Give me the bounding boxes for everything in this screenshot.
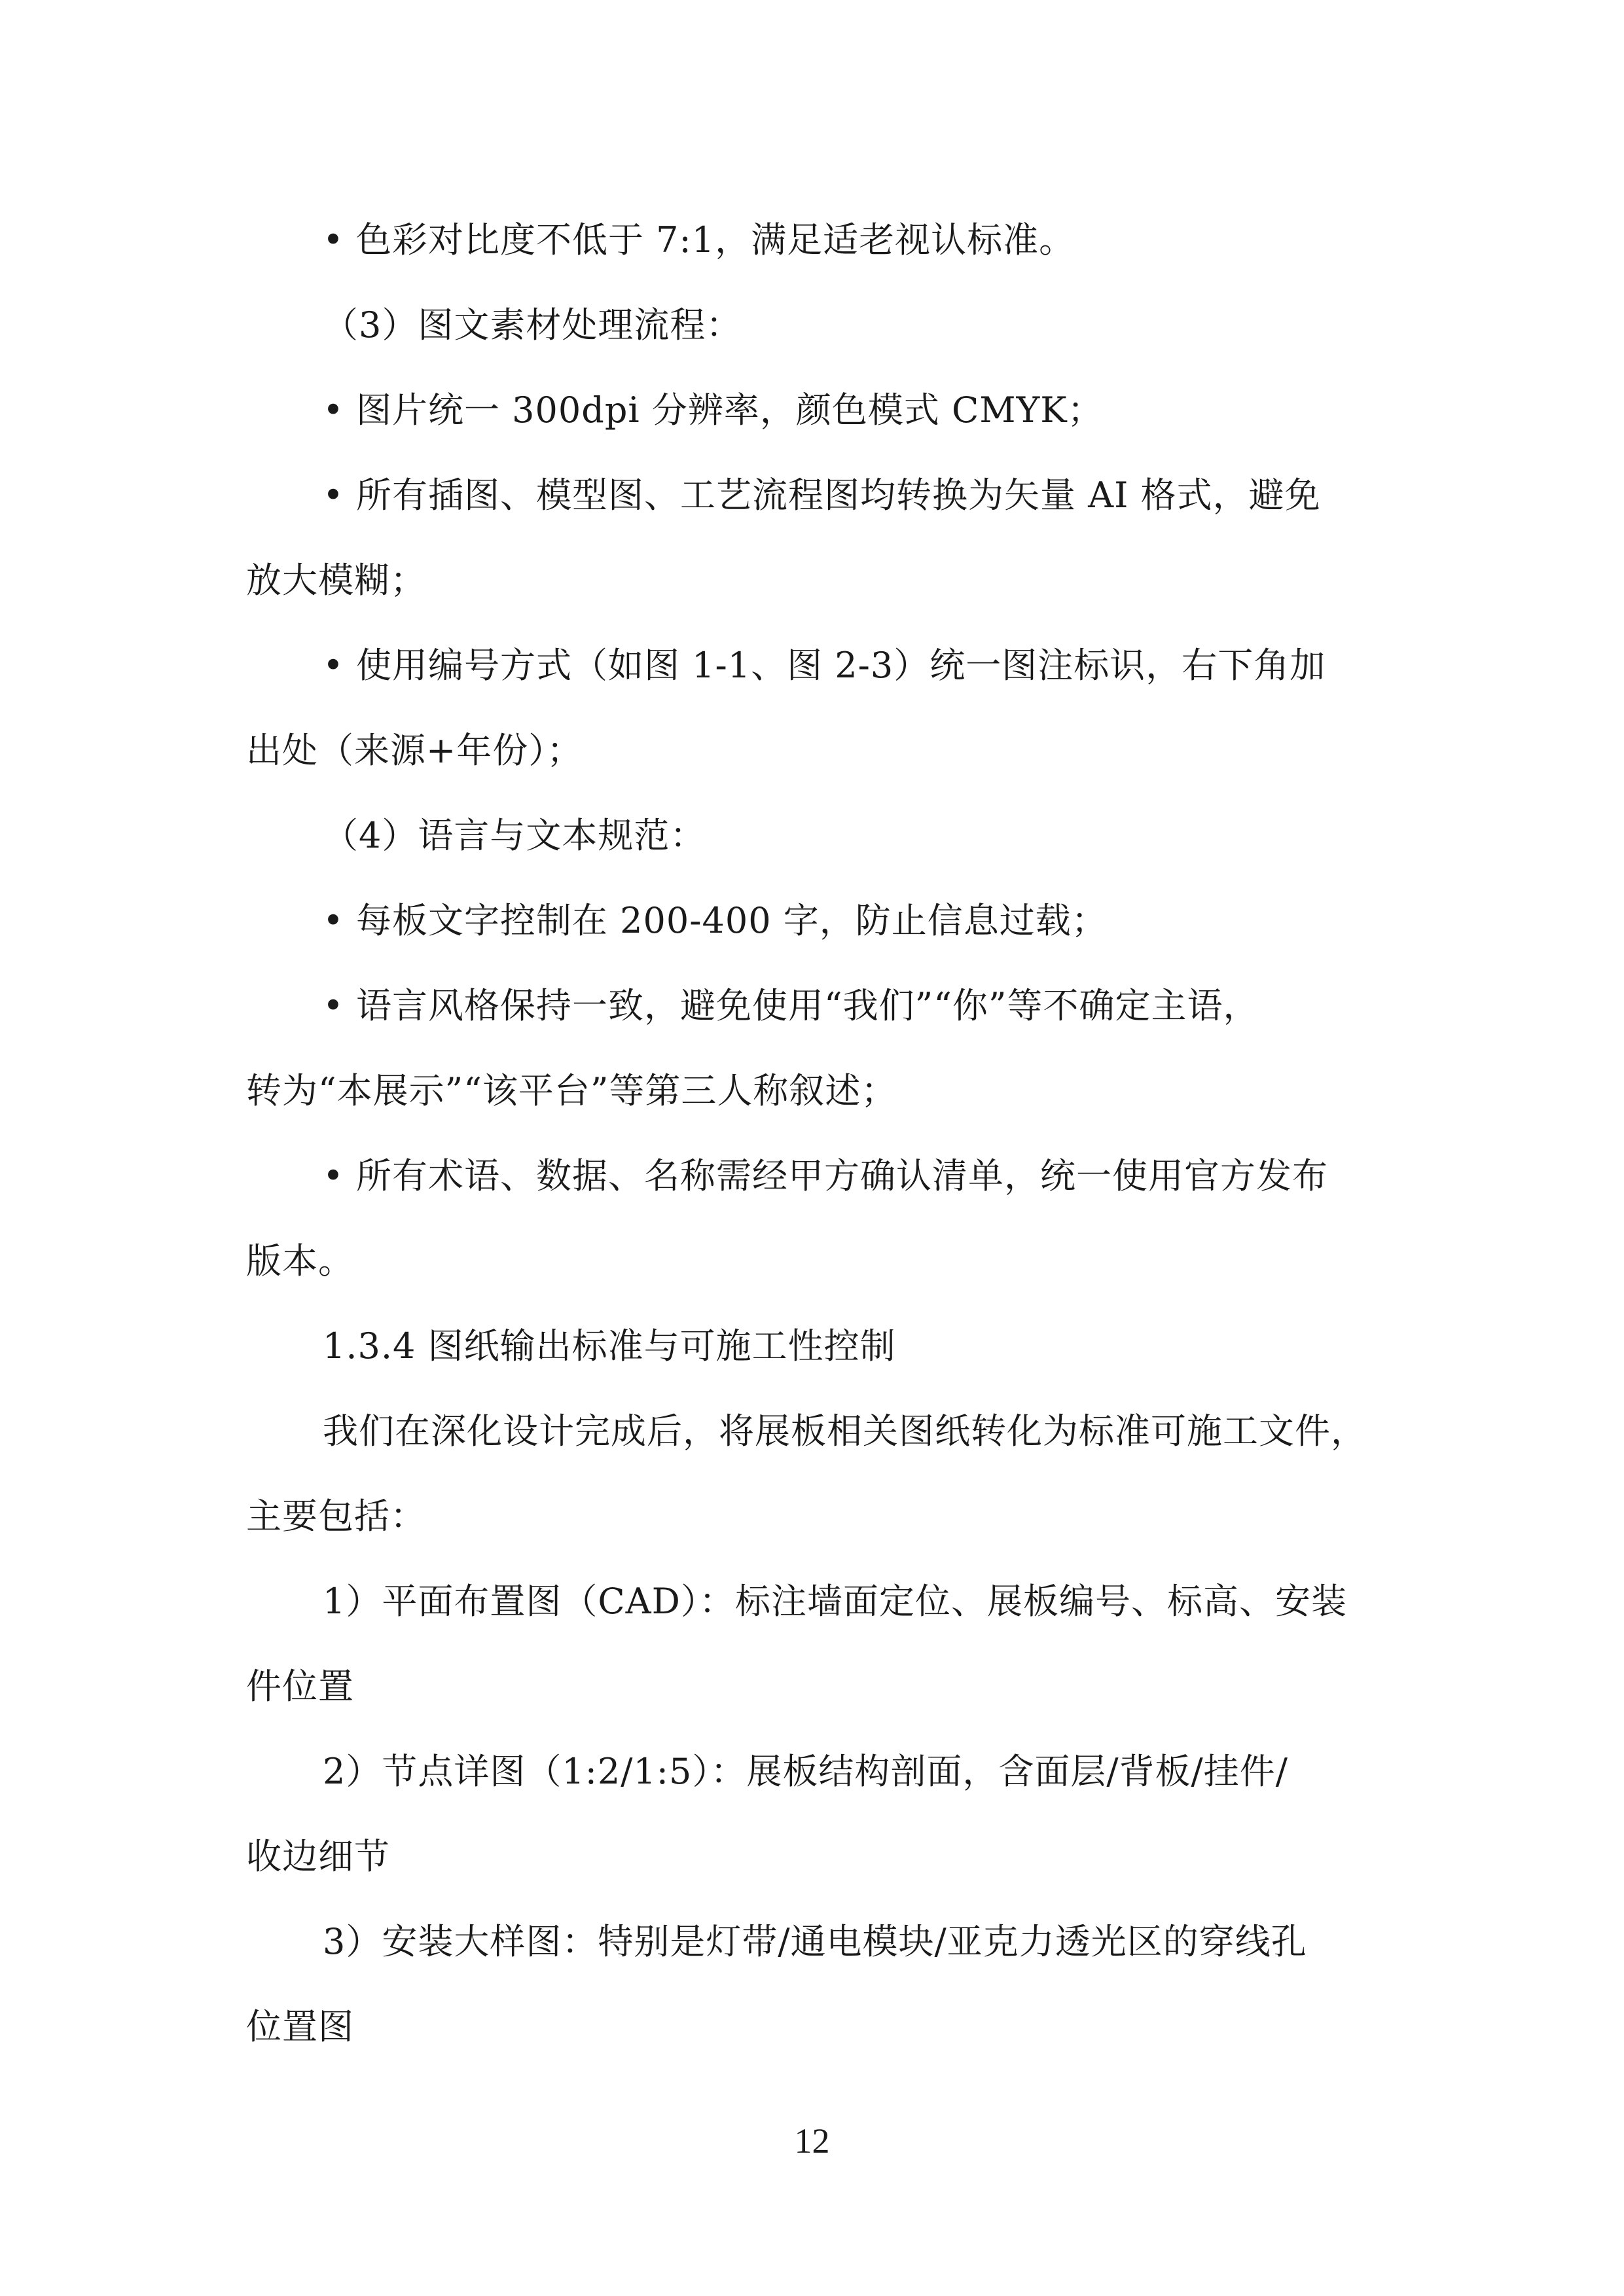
bullet-terminology: • 所有术语、数据、名称需经甲方确认清单，统一使用官方发布 [323,1155,1329,1196]
heading-image-processing: （3）图文素材处理流程： [323,304,742,346]
bullet-figure-numbering-cont: 出处（来源+年份）； [246,730,583,771]
section-heading-1-3-4: 1.3.4 图纸输出标准与可施工性控制 [323,1325,896,1367]
bullet-figure-numbering: • 使用编号方式（如图 1-1、图 2-3）统一图注标识，右下角加 [323,645,1326,686]
item-floor-plan-cont: 件位置 [246,1666,354,1707]
paragraph-intro: 我们在深化设计完成后，将展板相关图纸转化为标准可施工文件， [323,1410,1367,1452]
bullet-image-resolution: • 图片统一 300dpi 分辨率，颜色模式 CMYK； [323,389,1104,431]
item-node-detail-cont: 收边细节 [246,1836,390,1877]
item-floor-plan: 1）平面布置图（CAD）：标注墙面定位、展板编号、标高、安装 [323,1581,1347,1622]
bullet-terminology-cont: 版本。 [246,1240,354,1282]
paragraph-intro-cont: 主要包括： [246,1496,426,1537]
item-installation-detail: 3）安装大样图：特别是灯带/通电模块/亚克力透光区的穿线孔 [323,1921,1307,1962]
page-number: 12 [794,2121,830,2161]
bullet-language-style: • 语言风格保持一致，避免使用“我们”“你”等不确定主语， [323,985,1259,1026]
bullet-vector-format: • 所有插图、模型图、工艺流程图均转换为矢量 AI 格式，避免 [323,475,1321,516]
bullet-vector-format-cont: 放大模糊； [246,560,426,601]
bullet-language-style-cont: 转为“本展示”“该平台”等第三人称叙述； [246,1070,897,1111]
bullet-contrast-ratio: • 色彩对比度不低于 7:1，满足适老视认标准。 [323,219,1075,260]
item-installation-detail-cont: 位置图 [246,2006,354,2047]
item-node-detail: 2）节点详图（1:2/1:5）：展板结构剖面，含面层/背板/挂件/ [323,1751,1288,1792]
heading-language-text: （4）语言与文本规范： [323,815,706,856]
bullet-word-count: • 每板文字控制在 200-400 字，防止信息过载； [323,900,1108,941]
